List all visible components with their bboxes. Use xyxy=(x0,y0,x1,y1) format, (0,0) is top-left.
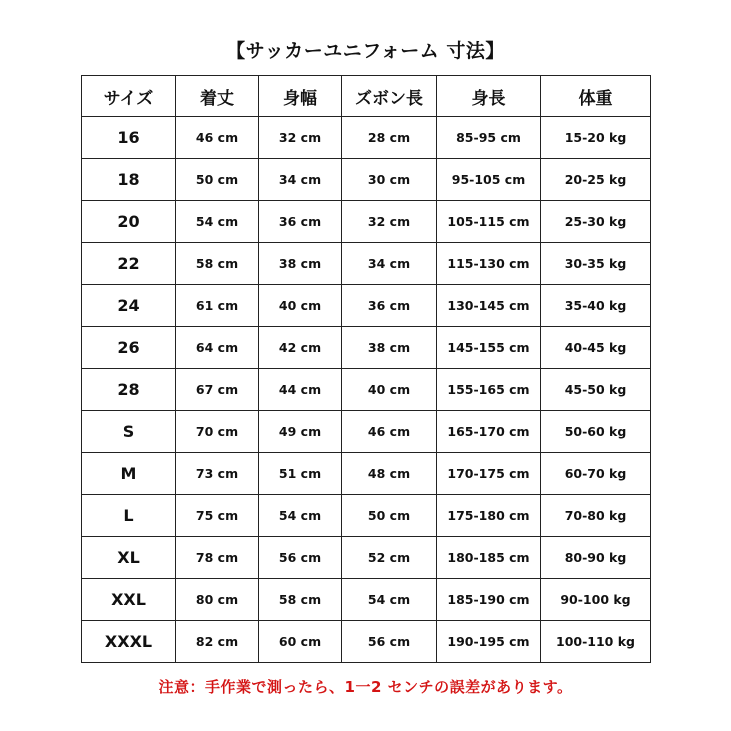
width-cell: 42 cm xyxy=(259,327,342,369)
height-cell: 165-170 cm xyxy=(437,411,541,453)
weight-cell: 100-110 kg xyxy=(541,621,651,663)
height-cell: 155-165 cm xyxy=(437,369,541,411)
table-row xyxy=(82,201,651,243)
table-row xyxy=(82,453,651,495)
measurement-note: 注意：手作業で測ったら、1一2 センチの誤差があります。 xyxy=(158,678,573,696)
width-cell: 54 cm xyxy=(259,495,342,537)
weight-cell: 60-70 kg xyxy=(541,453,651,495)
table-row xyxy=(82,621,651,663)
length-cell: 75 cm xyxy=(176,495,259,537)
header-row xyxy=(82,76,651,117)
pants-length-cell: 32 cm xyxy=(342,201,437,243)
length-cell: 78 cm xyxy=(176,537,259,579)
weight-cell: 80-90 kg xyxy=(541,537,651,579)
pants-length-cell: 46 cm xyxy=(342,411,437,453)
table-row xyxy=(82,243,651,285)
table-body xyxy=(82,117,651,663)
weight-cell: 20-25 kg xyxy=(541,159,651,201)
pants-length-cell: 28 cm xyxy=(342,117,437,159)
table-row xyxy=(82,369,651,411)
size-chart-table xyxy=(81,75,651,663)
weight-cell: 70-80 kg xyxy=(541,495,651,537)
height-cell: 130-145 cm xyxy=(437,285,541,327)
header-pants-length: ズボン長 xyxy=(342,76,437,117)
size-cell: 26 xyxy=(82,327,176,369)
pants-length-cell: 34 cm xyxy=(342,243,437,285)
width-cell: 38 cm xyxy=(259,243,342,285)
length-cell: 50 cm xyxy=(176,159,259,201)
height-cell: 190-195 cm xyxy=(437,621,541,663)
height-cell: 145-155 cm xyxy=(437,327,541,369)
height-cell: 185-190 cm xyxy=(437,579,541,621)
size-cell: 18 xyxy=(82,159,176,201)
weight-cell: 35-40 kg xyxy=(541,285,651,327)
table-row xyxy=(82,285,651,327)
size-cell: XXL xyxy=(82,579,176,621)
width-cell: 56 cm xyxy=(259,537,342,579)
weight-cell: 30-35 kg xyxy=(541,243,651,285)
width-cell: 51 cm xyxy=(259,453,342,495)
width-cell: 60 cm xyxy=(259,621,342,663)
table-row xyxy=(82,579,651,621)
header-size: サイズ xyxy=(82,76,176,117)
size-cell: 16 xyxy=(82,117,176,159)
length-cell: 46 cm xyxy=(176,117,259,159)
height-cell: 180-185 cm xyxy=(437,537,541,579)
length-cell: 82 cm xyxy=(176,621,259,663)
weight-cell: 90-100 kg xyxy=(541,579,651,621)
pants-length-cell: 30 cm xyxy=(342,159,437,201)
pants-length-cell: 54 cm xyxy=(342,579,437,621)
weight-cell: 40-45 kg xyxy=(541,327,651,369)
header-width: 身幅 xyxy=(259,76,342,117)
page-title: 【サッカーユニフォーム 寸法】 xyxy=(226,40,505,62)
weight-cell: 45-50 kg xyxy=(541,369,651,411)
table-row xyxy=(82,117,651,159)
width-cell: 34 cm xyxy=(259,159,342,201)
width-cell: 36 cm xyxy=(259,201,342,243)
width-cell: 58 cm xyxy=(259,579,342,621)
table-row xyxy=(82,159,651,201)
table-row xyxy=(82,537,651,579)
header-height: 身長 xyxy=(437,76,541,117)
length-cell: 54 cm xyxy=(176,201,259,243)
height-cell: 175-180 cm xyxy=(437,495,541,537)
length-cell: 67 cm xyxy=(176,369,259,411)
weight-cell: 15-20 kg xyxy=(541,117,651,159)
pants-length-cell: 40 cm xyxy=(342,369,437,411)
size-cell: 28 xyxy=(82,369,176,411)
height-cell: 105-115 cm xyxy=(437,201,541,243)
width-cell: 49 cm xyxy=(259,411,342,453)
pants-length-cell: 50 cm xyxy=(342,495,437,537)
pants-length-cell: 36 cm xyxy=(342,285,437,327)
table-header xyxy=(82,76,651,117)
height-cell: 170-175 cm xyxy=(437,453,541,495)
pants-length-cell: 56 cm xyxy=(342,621,437,663)
length-cell: 64 cm xyxy=(176,327,259,369)
width-cell: 44 cm xyxy=(259,369,342,411)
size-cell: S xyxy=(82,411,176,453)
width-cell: 40 cm xyxy=(259,285,342,327)
size-cell: 20 xyxy=(82,201,176,243)
header-length: 着丈 xyxy=(176,76,259,117)
width-cell: 32 cm xyxy=(259,117,342,159)
length-cell: 61 cm xyxy=(176,285,259,327)
weight-cell: 50-60 kg xyxy=(541,411,651,453)
length-cell: 80 cm xyxy=(176,579,259,621)
size-cell: 24 xyxy=(82,285,176,327)
pants-length-cell: 52 cm xyxy=(342,537,437,579)
size-cell: XL xyxy=(82,537,176,579)
size-cell: M xyxy=(82,453,176,495)
size-cell: XXXL xyxy=(82,621,176,663)
table-row xyxy=(82,327,651,369)
height-cell: 115-130 cm xyxy=(437,243,541,285)
size-cell: 22 xyxy=(82,243,176,285)
length-cell: 70 cm xyxy=(176,411,259,453)
length-cell: 58 cm xyxy=(176,243,259,285)
size-cell: L xyxy=(82,495,176,537)
height-cell: 95-105 cm xyxy=(437,159,541,201)
length-cell: 73 cm xyxy=(176,453,259,495)
table-row xyxy=(82,411,651,453)
weight-cell: 25-30 kg xyxy=(541,201,651,243)
pants-length-cell: 38 cm xyxy=(342,327,437,369)
height-cell: 85-95 cm xyxy=(437,117,541,159)
table-row xyxy=(82,495,651,537)
pants-length-cell: 48 cm xyxy=(342,453,437,495)
header-weight: 体重 xyxy=(541,76,651,117)
